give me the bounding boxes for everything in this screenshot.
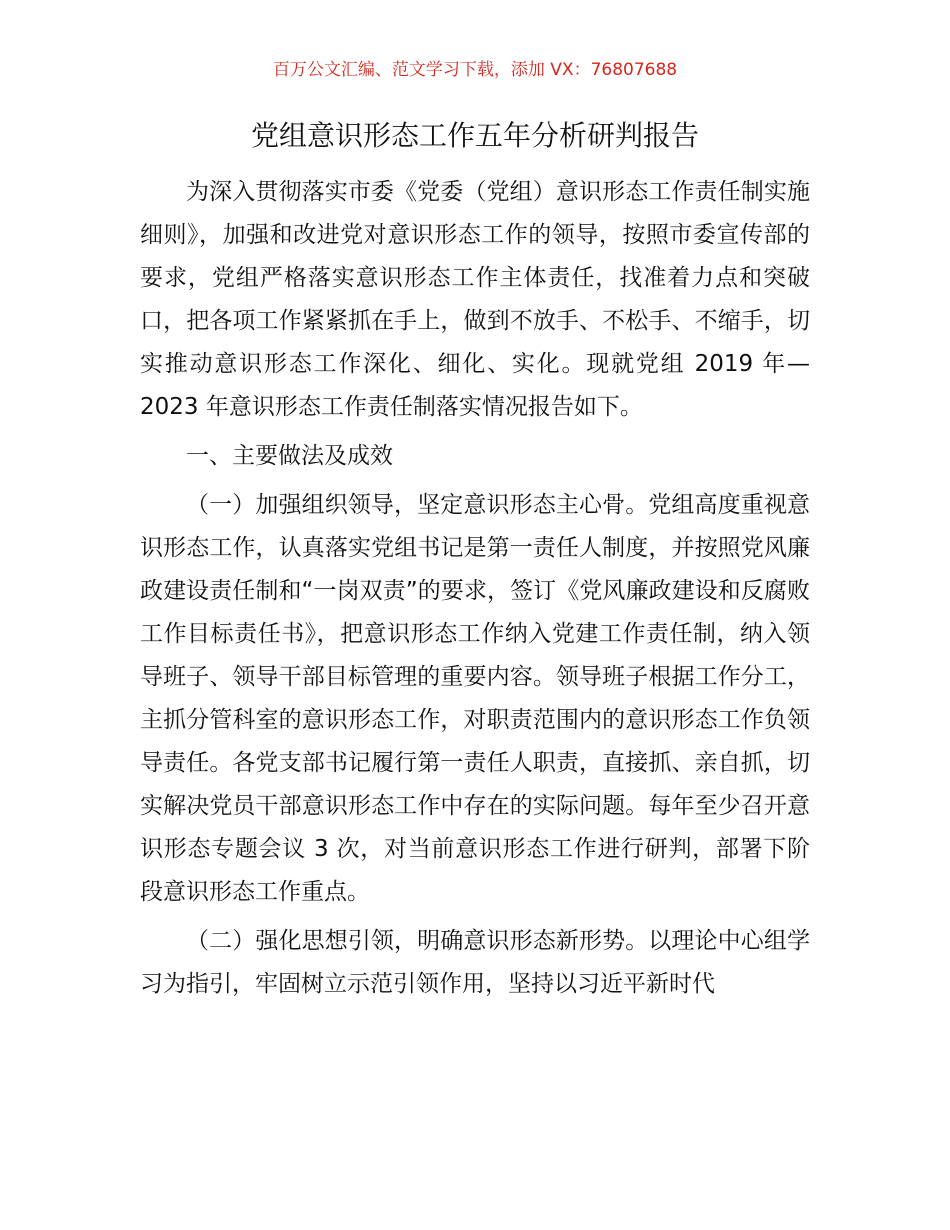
header-banner: 百万公文汇编、范文学习下载，添加 VX：76807688	[272, 60, 678, 80]
section-heading-main-practices: 一、主要做法及成效	[186, 443, 393, 469]
paragraph-organization-leadership: （一）加强组织领导，坚定意识形态主心骨。党组高度重视意识形态工作，认真落实党组书记是第一责任人制度，并按照党风廉政建设责任制和“一岗双责”的要求，签订《党风廉政建设和反腐败工作目标责任书》，把意识形态工作纳入党建工作责任制，纳入领导班子、领导干部目标管理的重要内容。领导班子根据工作分工，主抓分管科室的意识形态工作，对职责范围内的意识形态工作负领导责任。各党支部书记履行第一责任人职责，直接抓、亲自抓，切实解决党员干部意识形态工作中存在的实际问题。每年至少召开意识形态专题会议 3 次，对当前意识形态工作进行研判，部署下阶段意识形态工作重点。	[140, 492, 810, 905]
document-title: 党组意识形态工作五年分析研判报告	[250, 119, 699, 152]
paragraph-ideological-guidance: （二）强化思想引领，明确意识形态新形势。以理论中心组学习为指引，牢固树立示范引领作用，坚持以习近平新时代	[140, 928, 810, 997]
intro-paragraph: 为深入贯彻落实市委《党委（党组）意识形态工作责任制实施细则》，加强和改进党对意识形态工作的领导，按照市委宣传部的要求，党组严格落实意识形态工作主体责任，找准着力点和突破口，把各项工作紧紧抓在手上，做到不放手、不松手、不缩手，切实推动意识形态工作深化、细化、实化。现就党组 2019 年—2023 年意识形态工作责任制落实情况报告如下。	[140, 179, 810, 420]
document-body	[140, 171, 810, 1012]
